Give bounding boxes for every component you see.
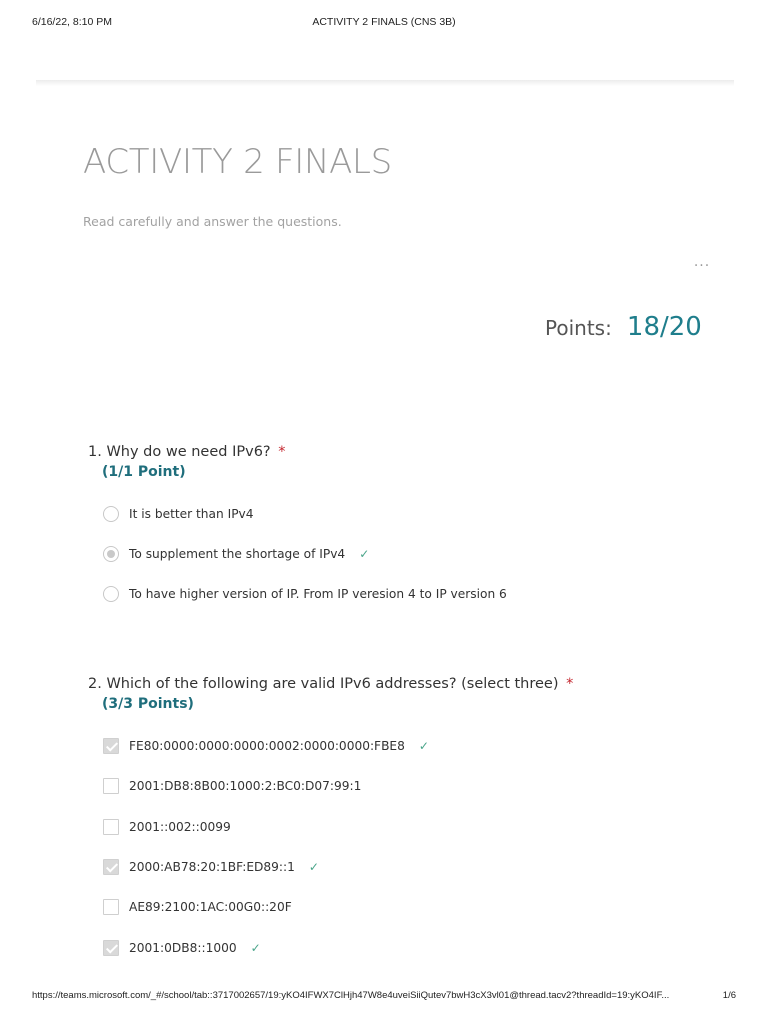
- print-page-number: 1/6: [722, 990, 736, 1001]
- option-label: 2001:0DB8::1000: [129, 941, 237, 955]
- checkbox-checked[interactable]: [103, 738, 119, 754]
- checkbox-option[interactable]: [103, 735, 429, 757]
- radio-option[interactable]: [103, 543, 369, 565]
- print-url: https://teams.microsoft.com/_#/school/tab::3717002657/19:yKO4IFWX7ClHjh47W8e4uveiSiiQutev7bwH3cX3vl01@thread.tacv2?threadId=19:yKO4IF...: [32, 990, 670, 1001]
- points-value: 18/20: [626, 312, 702, 342]
- print-title: ACTIVITY 2 FINALS (CNS 3B): [312, 16, 456, 28]
- form-title: ACTIVITY 2 FINALS: [83, 142, 392, 182]
- question-score: (3/3 Points): [102, 696, 194, 712]
- option-label: AE89:2100:1AC:00G0::20F: [129, 900, 292, 914]
- more-options-button[interactable]: ...: [693, 254, 711, 270]
- checkbox[interactable]: [103, 778, 119, 794]
- checkbox[interactable]: [103, 899, 119, 915]
- option-label: It is better than IPv4: [129, 507, 254, 521]
- radio-option[interactable]: [103, 583, 507, 605]
- question-title: [88, 442, 708, 462]
- radio-option[interactable]: [103, 503, 254, 525]
- question-2: [88, 674, 708, 955]
- correct-check-icon: ✓: [418, 739, 429, 753]
- option-label: To have higher version of IP. From IP veresion 4 to IP version 6: [129, 587, 507, 601]
- checkbox-option[interactable]: [103, 816, 231, 838]
- form-description: Read carefully and answer the questions.: [83, 214, 342, 229]
- checkbox-option[interactable]: [103, 775, 361, 797]
- question-score: (1/1 Point): [102, 464, 186, 480]
- option-label: 2001::002::0099: [129, 820, 231, 834]
- radio-button[interactable]: [103, 506, 119, 522]
- checkbox-checked[interactable]: [103, 859, 119, 875]
- radio-button[interactable]: [103, 586, 119, 602]
- checkbox[interactable]: [103, 819, 119, 835]
- print-header: [32, 16, 736, 32]
- question-title: [88, 674, 708, 694]
- question-number: 2.: [88, 676, 102, 692]
- correct-check-icon: ✓: [359, 547, 370, 561]
- checkbox-option[interactable]: [103, 856, 319, 878]
- checkbox-option[interactable]: [103, 896, 292, 918]
- option-label: FE80:0000:0000:0000:0002:0000:0000:FBE8: [129, 739, 405, 753]
- question-1: [88, 442, 708, 601]
- required-marker: *: [566, 676, 574, 692]
- option-label: 2001:DB8:8B00:1000:2:BC0:D07:99:1: [129, 779, 362, 793]
- question-number: 1.: [88, 444, 102, 460]
- header-divider: [36, 80, 734, 86]
- checkbox-option[interactable]: [103, 937, 261, 959]
- option-label: To supplement the shortage of IPv4: [129, 547, 346, 561]
- required-marker: *: [278, 444, 286, 460]
- print-footer: [32, 990, 736, 1004]
- points-label: Points:: [545, 316, 612, 340]
- question-text: Which of the following are valid IPv6 addresses? (select three): [106, 676, 559, 692]
- question-text: Why do we need IPv6?: [106, 444, 271, 460]
- print-date: 6/16/22, 8:10 PM: [32, 16, 112, 28]
- option-label: 2000:AB78:20:1BF:ED89::1: [129, 860, 295, 874]
- correct-check-icon: ✓: [250, 941, 261, 955]
- checkbox-checked[interactable]: [103, 940, 119, 956]
- correct-check-icon: ✓: [308, 860, 319, 874]
- points-summary: [545, 312, 702, 346]
- radio-button-selected[interactable]: [103, 546, 119, 562]
